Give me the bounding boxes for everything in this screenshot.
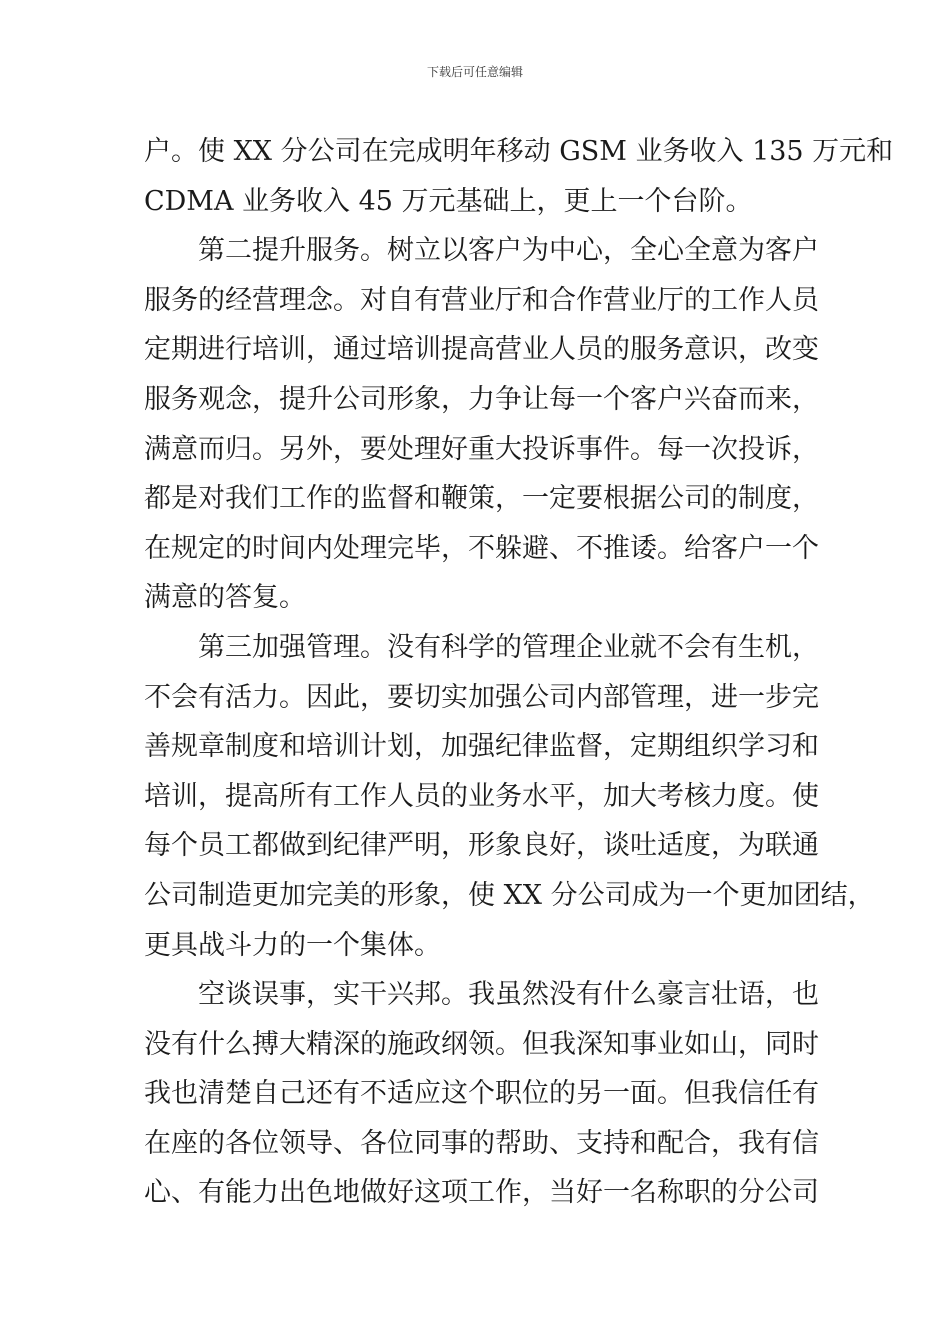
document-body bbox=[144, 127, 894, 1218]
paragraph-line: 满意而归。另外，要处理好重大投诉事件。每一次投诉， bbox=[144, 433, 819, 465]
paragraph-line: 在规定的时间内处理完毕，不躲避、不推诿。给客户一个 bbox=[144, 532, 819, 564]
paragraph-first-line: 第二提升服务。树立以客户为中心，全心全意为客户 bbox=[198, 235, 819, 267]
paragraph-line: 定期进行培训，通过培训提高营业人员的服务意识，改变 bbox=[144, 334, 819, 366]
paragraph-line: 每个员工都做到纪律严明，形象良好，谈吐适度，为联通 bbox=[144, 830, 819, 862]
paragraph-line: 没有什么搏大精深的施政纲领。但我深知事业如山，同时 bbox=[144, 1028, 819, 1060]
paragraph-line: CDMA 业务收入 45 万元基础上，更上一个台阶。 bbox=[144, 185, 753, 217]
page-header: 下载后可任意编辑 bbox=[426, 65, 523, 79]
paragraph-line: 善规章制度和培训计划，加强纪律监督，定期组织学习和 bbox=[144, 731, 819, 763]
paragraph-line: 更具战斗力的一个集体。 bbox=[144, 929, 441, 961]
paragraph-line: 服务的经营理念。对自有营业厅和合作营业厅的工作人员 bbox=[144, 284, 819, 316]
paragraph-line: 在座的各位领导、各位同事的帮助、支持和配合，我有信 bbox=[144, 1127, 819, 1159]
paragraph-line: 户。使 XX 分公司在完成明年移动 GSM 业务收入 135 万元和 bbox=[144, 136, 894, 167]
paragraph-line: 公司制造更加完美的形象，使 XX 分公司成为一个更加团结， bbox=[144, 879, 875, 911]
paragraph-line: 满意的答复。 bbox=[144, 582, 306, 614]
paragraph-first-line: 第三加强管理。没有科学的管理企业就不会有生机， bbox=[198, 631, 819, 663]
paragraph-line: 培训，提高所有工作人员的业务水平，加大考核力度。使 bbox=[144, 780, 819, 812]
paragraph-line: 心、有能力出色地做好这项工作，当好一名称职的分公司 bbox=[144, 1177, 819, 1209]
paragraph-line: 我也清楚自己还有不适应这个职位的另一面。但我信任有 bbox=[144, 1078, 819, 1110]
paragraph-line: 都是对我们工作的监督和鞭策，一定要根据公司的制度， bbox=[144, 483, 819, 515]
paragraph-first-line: 空谈误事，实干兴邦。我虽然没有什么豪言壮语，也 bbox=[198, 979, 819, 1011]
paragraph-line: 不会有活力。因此，要切实加强公司内部管理，进一步完 bbox=[144, 681, 819, 713]
paragraph-line: 服务观念，提升公司形象，力争让每一个客户兴奋而来， bbox=[144, 383, 819, 415]
